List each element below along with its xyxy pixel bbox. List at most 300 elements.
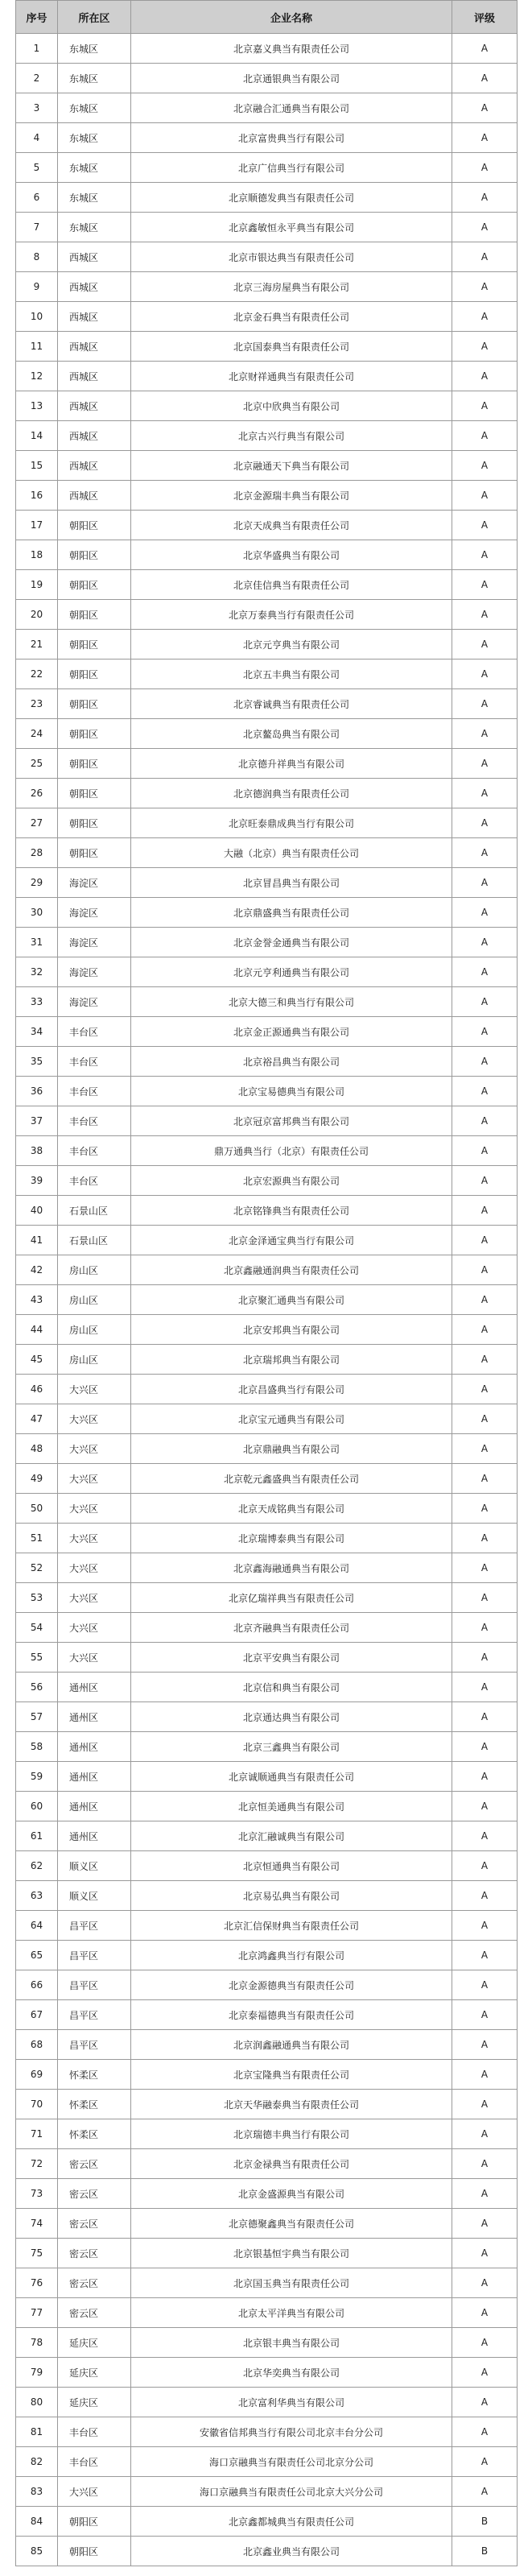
cell-no: 69 bbox=[16, 2060, 58, 2090]
cell-company: 北京冒昌典当有限公司 bbox=[131, 868, 452, 898]
cell-no: 78 bbox=[16, 2328, 58, 2358]
cell-rating: A bbox=[452, 1762, 518, 1792]
table-row bbox=[16, 1911, 518, 1941]
table-row bbox=[16, 481, 518, 511]
cell-company: 北京天成铭典当有限公司 bbox=[131, 1494, 452, 1524]
table-row bbox=[16, 2179, 518, 2209]
table-row bbox=[16, 2090, 518, 2119]
cell-no: 74 bbox=[16, 2209, 58, 2239]
cell-district: 通州区 bbox=[58, 1702, 131, 1732]
cell-company: 北京瑞博泰典当有限公司 bbox=[131, 1524, 452, 1553]
cell-company: 北京融合汇通典当有限公司 bbox=[131, 93, 452, 123]
cell-company: 北京顺德发典当有限责任公司 bbox=[131, 183, 452, 213]
cell-no: 37 bbox=[16, 1106, 58, 1136]
cell-no: 3 bbox=[16, 93, 58, 123]
cell-district: 东城区 bbox=[58, 153, 131, 183]
table-row bbox=[16, 2507, 518, 2537]
table-row bbox=[16, 93, 518, 123]
cell-district: 通州区 bbox=[58, 1673, 131, 1702]
cell-rating: A bbox=[452, 1613, 518, 1643]
table-row bbox=[16, 719, 518, 749]
cell-no: 32 bbox=[16, 957, 58, 987]
cell-company: 北京金源瑞丰典当有限公司 bbox=[131, 481, 452, 511]
cell-no: 14 bbox=[16, 421, 58, 451]
table-row bbox=[16, 1494, 518, 1524]
cell-no: 19 bbox=[16, 570, 58, 600]
cell-district: 昌平区 bbox=[58, 2000, 131, 2030]
table-row bbox=[16, 1047, 518, 1077]
cell-rating: A bbox=[452, 838, 518, 868]
table-row bbox=[16, 2209, 518, 2239]
cell-rating: B bbox=[452, 2507, 518, 2537]
cell-district: 通州区 bbox=[58, 1732, 131, 1762]
cell-rating: A bbox=[452, 481, 518, 511]
table-row bbox=[16, 2239, 518, 2268]
cell-company: 北京宝隆典当有限责任公司 bbox=[131, 2060, 452, 2090]
cell-rating: A bbox=[452, 362, 518, 391]
table-row bbox=[16, 1792, 518, 1821]
cell-company: 海口京融典当有限责任公司北京分公司 bbox=[131, 2447, 452, 2477]
cell-district: 怀柔区 bbox=[58, 2119, 131, 2149]
table-row bbox=[16, 1821, 518, 1851]
cell-district: 朝阳区 bbox=[58, 630, 131, 660]
cell-rating: A bbox=[452, 1464, 518, 1494]
cell-company: 北京天成典当有限责任公司 bbox=[131, 511, 452, 540]
cell-rating: A bbox=[452, 1792, 518, 1821]
cell-no: 28 bbox=[16, 838, 58, 868]
cell-district: 大兴区 bbox=[58, 1643, 131, 1673]
cell-rating: A bbox=[452, 660, 518, 689]
cell-rating: A bbox=[452, 1136, 518, 1166]
cell-no: 59 bbox=[16, 1762, 58, 1792]
cell-no: 57 bbox=[16, 1702, 58, 1732]
cell-rating: A bbox=[452, 332, 518, 362]
cell-rating: A bbox=[452, 2447, 518, 2477]
cell-no: 13 bbox=[16, 391, 58, 421]
cell-district: 朝阳区 bbox=[58, 600, 131, 630]
table-row bbox=[16, 2537, 518, 2566]
cell-district: 东城区 bbox=[58, 183, 131, 213]
cell-district: 东城区 bbox=[58, 34, 131, 64]
cell-rating: A bbox=[452, 511, 518, 540]
table-row bbox=[16, 630, 518, 660]
cell-district: 延庆区 bbox=[58, 2328, 131, 2358]
cell-no: 1 bbox=[16, 34, 58, 64]
cell-company: 北京金源德典当有限责任公司 bbox=[131, 1970, 452, 2000]
cell-no: 46 bbox=[16, 1375, 58, 1404]
table-row bbox=[16, 213, 518, 242]
table-row bbox=[16, 451, 518, 481]
cell-district: 朝阳区 bbox=[58, 808, 131, 838]
cell-district: 朝阳区 bbox=[58, 2507, 131, 2537]
cell-rating: A bbox=[452, 153, 518, 183]
table-row bbox=[16, 1404, 518, 1434]
cell-rating: B bbox=[452, 2537, 518, 2566]
cell-company: 北京亿瑞祥典当有限责任公司 bbox=[131, 1583, 452, 1613]
cell-no: 38 bbox=[16, 1136, 58, 1166]
cell-no: 47 bbox=[16, 1404, 58, 1434]
cell-district: 朝阳区 bbox=[58, 540, 131, 570]
cell-district: 通州区 bbox=[58, 1762, 131, 1792]
cell-no: 72 bbox=[16, 2149, 58, 2179]
table-row bbox=[16, 1434, 518, 1464]
cell-company: 北京聚汇通典当有限公司 bbox=[131, 1285, 452, 1315]
cell-district: 东城区 bbox=[58, 93, 131, 123]
table-row bbox=[16, 1166, 518, 1196]
table-row bbox=[16, 1762, 518, 1792]
cell-company: 北京鑫融通润典当有限责任公司 bbox=[131, 1255, 452, 1285]
cell-no: 73 bbox=[16, 2179, 58, 2209]
cell-company: 北京元亨利通典当有限公司 bbox=[131, 957, 452, 987]
cell-no: 84 bbox=[16, 2507, 58, 2537]
cell-district: 丰台区 bbox=[58, 1047, 131, 1077]
cell-company: 北京通达典当有限公司 bbox=[131, 1702, 452, 1732]
table-row bbox=[16, 987, 518, 1017]
cell-rating: A bbox=[452, 868, 518, 898]
cell-no: 52 bbox=[16, 1553, 58, 1583]
table-row bbox=[16, 2030, 518, 2060]
cell-district: 丰台区 bbox=[58, 1017, 131, 1047]
cell-company: 北京德聚鑫典当有限责任公司 bbox=[131, 2209, 452, 2239]
cell-district: 顺义区 bbox=[58, 1881, 131, 1911]
cell-rating: A bbox=[452, 1911, 518, 1941]
cell-company: 北京鼎盛典当有限责任公司 bbox=[131, 898, 452, 928]
cell-rating: A bbox=[452, 1673, 518, 1702]
table-row bbox=[16, 1226, 518, 1255]
cell-district: 昌平区 bbox=[58, 2030, 131, 2060]
cell-rating: A bbox=[452, 779, 518, 808]
cell-company: 北京乾元鑫盛典当有限责任公司 bbox=[131, 1464, 452, 1494]
cell-district: 房山区 bbox=[58, 1255, 131, 1285]
cell-no: 60 bbox=[16, 1792, 58, 1821]
table-row bbox=[16, 34, 518, 64]
cell-company: 北京三鑫典当有限公司 bbox=[131, 1732, 452, 1762]
header-company: 企业名称 bbox=[131, 1, 452, 34]
cell-district: 西城区 bbox=[58, 332, 131, 362]
table-row bbox=[16, 1702, 518, 1732]
cell-district: 房山区 bbox=[58, 1345, 131, 1375]
cell-rating: A bbox=[452, 1732, 518, 1762]
table-row bbox=[16, 1315, 518, 1345]
cell-company: 北京宝易德典当有限公司 bbox=[131, 1077, 452, 1106]
cell-company: 北京三海房屋典当有限公司 bbox=[131, 272, 452, 302]
cell-no: 50 bbox=[16, 1494, 58, 1524]
cell-rating: A bbox=[452, 2209, 518, 2239]
cell-company: 北京冠京富邦典当有限公司 bbox=[131, 1106, 452, 1136]
table-row bbox=[16, 2298, 518, 2328]
cell-no: 10 bbox=[16, 302, 58, 332]
cell-rating: A bbox=[452, 928, 518, 957]
table-body bbox=[16, 34, 518, 2566]
table-row bbox=[16, 660, 518, 689]
cell-rating: A bbox=[452, 2090, 518, 2119]
cell-rating: A bbox=[452, 2388, 518, 2417]
cell-no: 17 bbox=[16, 511, 58, 540]
cell-no: 80 bbox=[16, 2388, 58, 2417]
cell-district: 西城区 bbox=[58, 391, 131, 421]
cell-company: 北京嘉义典当有限责任公司 bbox=[131, 34, 452, 64]
table-row bbox=[16, 123, 518, 153]
table-row bbox=[16, 1732, 518, 1762]
cell-no: 76 bbox=[16, 2268, 58, 2298]
cell-rating: A bbox=[452, 1077, 518, 1106]
cell-rating: A bbox=[452, 570, 518, 600]
cell-rating: A bbox=[452, 1702, 518, 1732]
cell-rating: A bbox=[452, 2417, 518, 2447]
cell-district: 延庆区 bbox=[58, 2388, 131, 2417]
cell-rating: A bbox=[452, 2030, 518, 2060]
cell-company: 北京国泰典当有限责任公司 bbox=[131, 332, 452, 362]
cell-rating: A bbox=[452, 1970, 518, 2000]
cell-company: 北京宝元通典当有限公司 bbox=[131, 1404, 452, 1434]
cell-rating: A bbox=[452, 898, 518, 928]
rating-table-container bbox=[15, 0, 517, 2566]
cell-company: 北京金禄典当有限责任公司 bbox=[131, 2149, 452, 2179]
cell-no: 24 bbox=[16, 719, 58, 749]
cell-company: 北京瑞邦典当有限公司 bbox=[131, 1345, 452, 1375]
cell-company: 鼎万通典当行（北京）有限责任公司 bbox=[131, 1136, 452, 1166]
cell-district: 密云区 bbox=[58, 2298, 131, 2328]
table-row bbox=[16, 1970, 518, 2000]
cell-district: 西城区 bbox=[58, 421, 131, 451]
cell-district: 房山区 bbox=[58, 1285, 131, 1315]
table-row bbox=[16, 600, 518, 630]
cell-company: 北京大德三和典当行有限公司 bbox=[131, 987, 452, 1017]
cell-company: 海口京融典当有限责任公司北京大兴分公司 bbox=[131, 2477, 452, 2507]
table-row bbox=[16, 1106, 518, 1136]
table-row bbox=[16, 2477, 518, 2507]
cell-company: 安徽省信邦典当行有限公司北京丰台分公司 bbox=[131, 2417, 452, 2447]
cell-company: 北京广信典当行有限公司 bbox=[131, 153, 452, 183]
cell-district: 朝阳区 bbox=[58, 660, 131, 689]
cell-no: 15 bbox=[16, 451, 58, 481]
cell-rating: A bbox=[452, 1166, 518, 1196]
table-row bbox=[16, 2328, 518, 2358]
cell-company: 北京鑫业典当有限公司 bbox=[131, 2537, 452, 2566]
cell-company: 北京银基恒宇典当有限公司 bbox=[131, 2239, 452, 2268]
cell-district: 西城区 bbox=[58, 451, 131, 481]
cell-no: 54 bbox=[16, 1613, 58, 1643]
cell-district: 密云区 bbox=[58, 2268, 131, 2298]
table-row bbox=[16, 1643, 518, 1673]
cell-district: 大兴区 bbox=[58, 1434, 131, 1464]
cell-company: 北京华盛典当有限公司 bbox=[131, 540, 452, 570]
cell-no: 77 bbox=[16, 2298, 58, 2328]
table-row bbox=[16, 1375, 518, 1404]
cell-district: 朝阳区 bbox=[58, 2537, 131, 2566]
cell-district: 石景山区 bbox=[58, 1226, 131, 1255]
table-row bbox=[16, 2417, 518, 2447]
table-row bbox=[16, 153, 518, 183]
cell-rating: A bbox=[452, 93, 518, 123]
cell-no: 61 bbox=[16, 1821, 58, 1851]
cell-rating: A bbox=[452, 451, 518, 481]
cell-no: 65 bbox=[16, 1941, 58, 1970]
cell-no: 75 bbox=[16, 2239, 58, 2268]
cell-no: 79 bbox=[16, 2358, 58, 2388]
cell-company: 北京旺泰鼎成典当行有限公司 bbox=[131, 808, 452, 838]
cell-company: 北京元亨典当有限公司 bbox=[131, 630, 452, 660]
cell-company: 北京融通天下典当有限公司 bbox=[131, 451, 452, 481]
table-row bbox=[16, 511, 518, 540]
cell-rating: A bbox=[452, 123, 518, 153]
table-row bbox=[16, 1077, 518, 1106]
cell-rating: A bbox=[452, 421, 518, 451]
cell-district: 怀柔区 bbox=[58, 2090, 131, 2119]
cell-district: 丰台区 bbox=[58, 2417, 131, 2447]
cell-no: 53 bbox=[16, 1583, 58, 1613]
cell-company: 北京睿诚典当有限责任公司 bbox=[131, 689, 452, 719]
cell-district: 西城区 bbox=[58, 242, 131, 272]
cell-company: 北京富利华典当有限公司 bbox=[131, 2388, 452, 2417]
cell-rating: A bbox=[452, 2060, 518, 2090]
cell-district: 丰台区 bbox=[58, 1136, 131, 1166]
table-row bbox=[16, 928, 518, 957]
table-row bbox=[16, 362, 518, 391]
cell-district: 顺义区 bbox=[58, 1851, 131, 1881]
table-row bbox=[16, 2000, 518, 2030]
cell-company: 北京汇融诚典当有限公司 bbox=[131, 1821, 452, 1851]
table-row bbox=[16, 332, 518, 362]
cell-company: 北京万泰典当行有限责任公司 bbox=[131, 600, 452, 630]
table-row bbox=[16, 898, 518, 928]
cell-company: 北京汇信保财典当有限责任公司 bbox=[131, 1911, 452, 1941]
cell-company: 北京恒通典当有限公司 bbox=[131, 1851, 452, 1881]
cell-no: 6 bbox=[16, 183, 58, 213]
cell-company: 北京金誉金通典当有限公司 bbox=[131, 928, 452, 957]
cell-company: 北京国玉典当有限责任公司 bbox=[131, 2268, 452, 2298]
cell-rating: A bbox=[452, 213, 518, 242]
cell-no: 85 bbox=[16, 2537, 58, 2566]
table-row bbox=[16, 421, 518, 451]
cell-rating: A bbox=[452, 2239, 518, 2268]
cell-company: 北京佳信典当有限责任公司 bbox=[131, 570, 452, 600]
cell-district: 西城区 bbox=[58, 272, 131, 302]
cell-rating: A bbox=[452, 749, 518, 779]
cell-rating: A bbox=[452, 2328, 518, 2358]
cell-company: 北京五丰典当有限公司 bbox=[131, 660, 452, 689]
header-district: 所在区 bbox=[58, 1, 131, 34]
cell-rating: A bbox=[452, 272, 518, 302]
cell-district: 朝阳区 bbox=[58, 749, 131, 779]
cell-district: 昌平区 bbox=[58, 1911, 131, 1941]
cell-rating: A bbox=[452, 64, 518, 93]
cell-no: 9 bbox=[16, 272, 58, 302]
cell-no: 68 bbox=[16, 2030, 58, 2060]
cell-company: 北京鼎融典当有限公司 bbox=[131, 1434, 452, 1464]
cell-district: 大兴区 bbox=[58, 1375, 131, 1404]
cell-rating: A bbox=[452, 540, 518, 570]
table-row bbox=[16, 391, 518, 421]
cell-district: 西城区 bbox=[58, 362, 131, 391]
cell-company: 北京金泽通宝典当行有限公司 bbox=[131, 1226, 452, 1255]
cell-company: 北京通银典当有限公司 bbox=[131, 64, 452, 93]
cell-no: 29 bbox=[16, 868, 58, 898]
cell-no: 44 bbox=[16, 1315, 58, 1345]
table-row bbox=[16, 1941, 518, 1970]
cell-no: 27 bbox=[16, 808, 58, 838]
cell-district: 密云区 bbox=[58, 2239, 131, 2268]
cell-district: 石景山区 bbox=[58, 1196, 131, 1226]
table-row bbox=[16, 242, 518, 272]
cell-no: 40 bbox=[16, 1196, 58, 1226]
cell-rating: A bbox=[452, 808, 518, 838]
cell-no: 12 bbox=[16, 362, 58, 391]
cell-district: 大兴区 bbox=[58, 1583, 131, 1613]
cell-no: 58 bbox=[16, 1732, 58, 1762]
cell-company: 北京中欣典当有限公司 bbox=[131, 391, 452, 421]
header-no: 序号 bbox=[16, 1, 58, 34]
cell-no: 30 bbox=[16, 898, 58, 928]
table-row bbox=[16, 1524, 518, 1553]
cell-district: 朝阳区 bbox=[58, 838, 131, 868]
table-row bbox=[16, 272, 518, 302]
table-row bbox=[16, 540, 518, 570]
cell-district: 西城区 bbox=[58, 302, 131, 332]
cell-no: 4 bbox=[16, 123, 58, 153]
cell-rating: A bbox=[452, 242, 518, 272]
table-row bbox=[16, 838, 518, 868]
cell-district: 通州区 bbox=[58, 1821, 131, 1851]
cell-no: 83 bbox=[16, 2477, 58, 2507]
cell-company: 北京天华融泰典当有限责任公司 bbox=[131, 2090, 452, 2119]
cell-no: 43 bbox=[16, 1285, 58, 1315]
table-row bbox=[16, 1196, 518, 1226]
cell-company: 北京平安典当有限公司 bbox=[131, 1643, 452, 1673]
table-row bbox=[16, 2358, 518, 2388]
cell-company: 北京鑫海融通典当有限公司 bbox=[131, 1553, 452, 1583]
cell-district: 朝阳区 bbox=[58, 511, 131, 540]
cell-rating: A bbox=[452, 1553, 518, 1583]
table-row bbox=[16, 2149, 518, 2179]
cell-rating: A bbox=[452, 630, 518, 660]
cell-company: 北京裕昌典当有限公司 bbox=[131, 1047, 452, 1077]
cell-rating: A bbox=[452, 2119, 518, 2149]
cell-company: 北京金石典当有限责任公司 bbox=[131, 302, 452, 332]
cell-rating: A bbox=[452, 302, 518, 332]
table-row bbox=[16, 302, 518, 332]
cell-rating: A bbox=[452, 183, 518, 213]
cell-rating: A bbox=[452, 689, 518, 719]
cell-rating: A bbox=[452, 1285, 518, 1315]
cell-rating: A bbox=[452, 1851, 518, 1881]
cell-district: 西城区 bbox=[58, 481, 131, 511]
table-row bbox=[16, 2388, 518, 2417]
cell-district: 大兴区 bbox=[58, 1464, 131, 1494]
table-row bbox=[16, 1583, 518, 1613]
cell-no: 20 bbox=[16, 600, 58, 630]
cell-rating: A bbox=[452, 34, 518, 64]
cell-district: 海淀区 bbox=[58, 928, 131, 957]
cell-district: 密云区 bbox=[58, 2209, 131, 2239]
cell-district: 大兴区 bbox=[58, 2477, 131, 2507]
cell-district: 丰台区 bbox=[58, 1077, 131, 1106]
cell-district: 东城区 bbox=[58, 64, 131, 93]
cell-company: 北京鳌岛典当有限公司 bbox=[131, 719, 452, 749]
cell-district: 朝阳区 bbox=[58, 779, 131, 808]
table-row bbox=[16, 957, 518, 987]
table-row bbox=[16, 2119, 518, 2149]
cell-no: 70 bbox=[16, 2090, 58, 2119]
table-row bbox=[16, 1017, 518, 1047]
table-row bbox=[16, 1255, 518, 1285]
header-row bbox=[16, 1, 518, 34]
cell-district: 东城区 bbox=[58, 123, 131, 153]
cell-company: 北京铭锋典当有限责任公司 bbox=[131, 1196, 452, 1226]
cell-rating: A bbox=[452, 987, 518, 1017]
cell-company: 北京古兴行典当有限公司 bbox=[131, 421, 452, 451]
cell-company: 北京鑫都城典当有限责任公司 bbox=[131, 2507, 452, 2537]
